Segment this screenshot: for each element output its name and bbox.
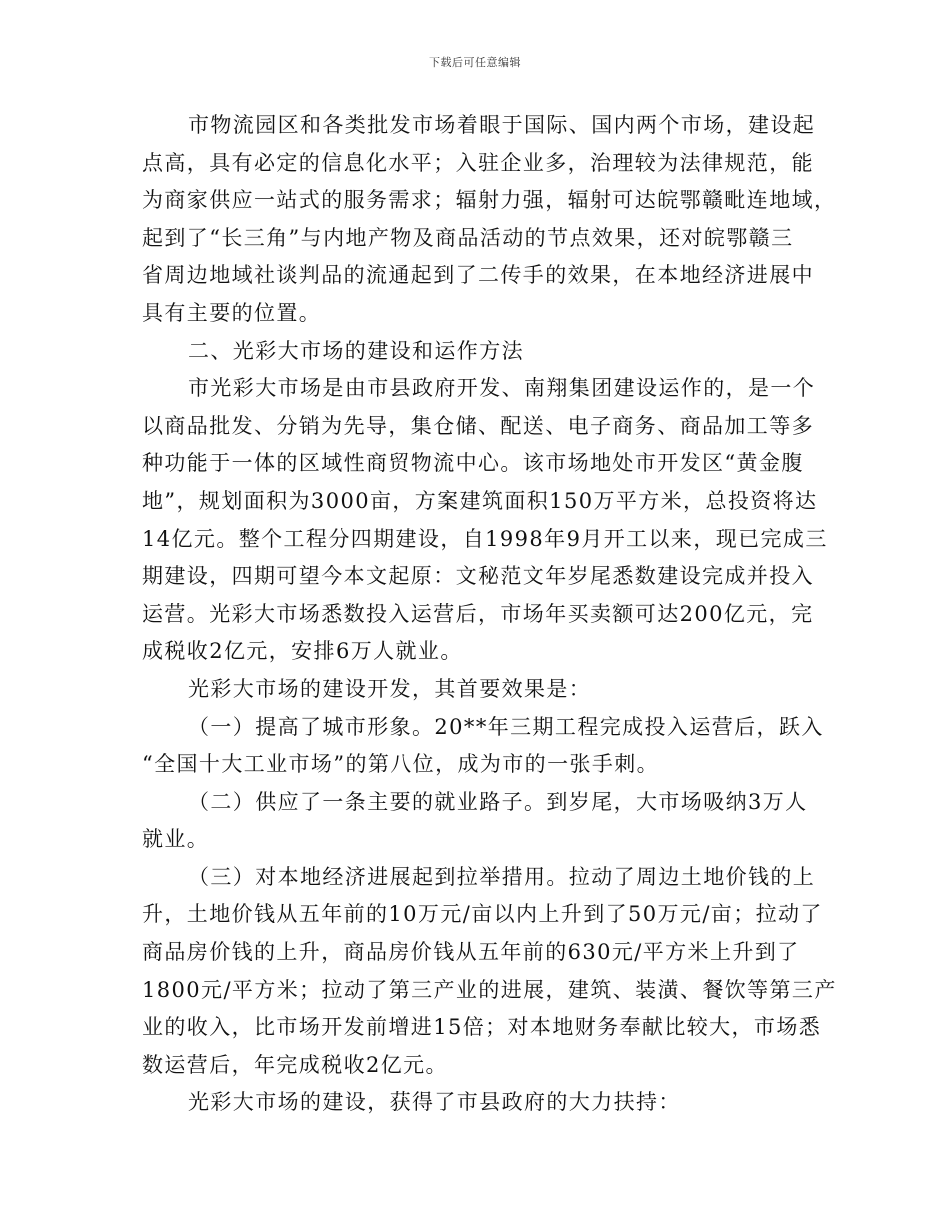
text-line: 业的收入，比市场开发前增进15倍；对本地财务奉献比较大，市场悉	[142, 1015, 822, 1040]
text-line: 数运营后，年完成税收2亿元。	[142, 1052, 448, 1077]
list-item-1: （一）提高了城市形象。20**年三期工程完成投入运营后，跃入	[188, 714, 824, 739]
text-line: 市物流园区和各类批发市场着眼于国际、国内两个市场，建设起	[188, 113, 816, 137]
text-line: 点高，具有必定的信息化水平；入驻企业多，治理较为法律规范，能	[142, 150, 814, 175]
text-line: 成税收2亿元，安排6万人就业。	[142, 639, 463, 664]
text-line: 光彩大市场的建设，获得了市县政府的大力扶持：	[188, 1090, 681, 1115]
text-line: 省周边地域社谈判品的流通起到了二传手的效果，在本地经济进展中	[142, 263, 814, 288]
text-line: 升，土地价钱从五年前的10万元/亩以内上升到了50万元/亩；拉动了	[142, 902, 823, 927]
section-heading: 二、光彩大市场的建设和运作方法	[188, 338, 524, 363]
text-line: 市光彩大市场是由市县政府开发、南翔集团建设运作的，是一个	[188, 376, 816, 401]
text-line: 1800元/平方米；拉动了第三产业的进展，建筑、装潢、餐饮等第三产	[142, 977, 837, 1002]
text-line: 为商家供应一站式的服务需求；辐射力强，辐射可达皖鄂赣毗连地域，	[142, 188, 837, 213]
text-line: 期建设，四期可望今本文起原：文秘范文年岁尾悉数建设完成并投入	[142, 564, 814, 589]
text-line: 商品房价钱的上升，商品房价钱从五年前的630元/平方米上升到了	[142, 940, 800, 965]
text-line: 以商品批发、分销为先导，集仓储、配送、电子商务、商品加工等多	[142, 413, 814, 438]
text-line: 种功能于一体的区域性商贸物流中心。该市场地处市开发区“黄金腹	[142, 451, 804, 476]
text-line: 地”，规划面积为3000亩，方案建筑面积150万平方米，总投资将达	[142, 488, 818, 513]
document-body	[142, 107, 837, 1122]
text-line: 光彩大市场的建设开发，其首要效果是：	[188, 676, 592, 701]
text-line: 起到了“长三角”与内地产物及商品活动的节点效果，还对皖鄂赣三	[142, 225, 794, 250]
text-line: 具有主要的位置。	[142, 300, 322, 325]
list-item-3: （三）对本地经济进展起到拉举措用。拉动了周边土地价钱的上	[188, 864, 816, 889]
list-item-2: （二）供应了一条主要的就业路子。到岁尾，大市场吸纳3万人	[188, 789, 808, 814]
text-line: “全国十大工业市场”的第八位，成为市的一张手刺。	[142, 752, 660, 777]
text-line: 运营。光彩大市场悉数投入运营后，市场年买卖额可达200亿元，完	[142, 601, 814, 626]
text-line: 14亿元。整个工程分四期建设，自1998年9月开工以来，现已完成三	[142, 526, 828, 551]
page-header: 下载后可任意编辑	[429, 56, 521, 69]
text-line: 就业。	[142, 827, 210, 852]
